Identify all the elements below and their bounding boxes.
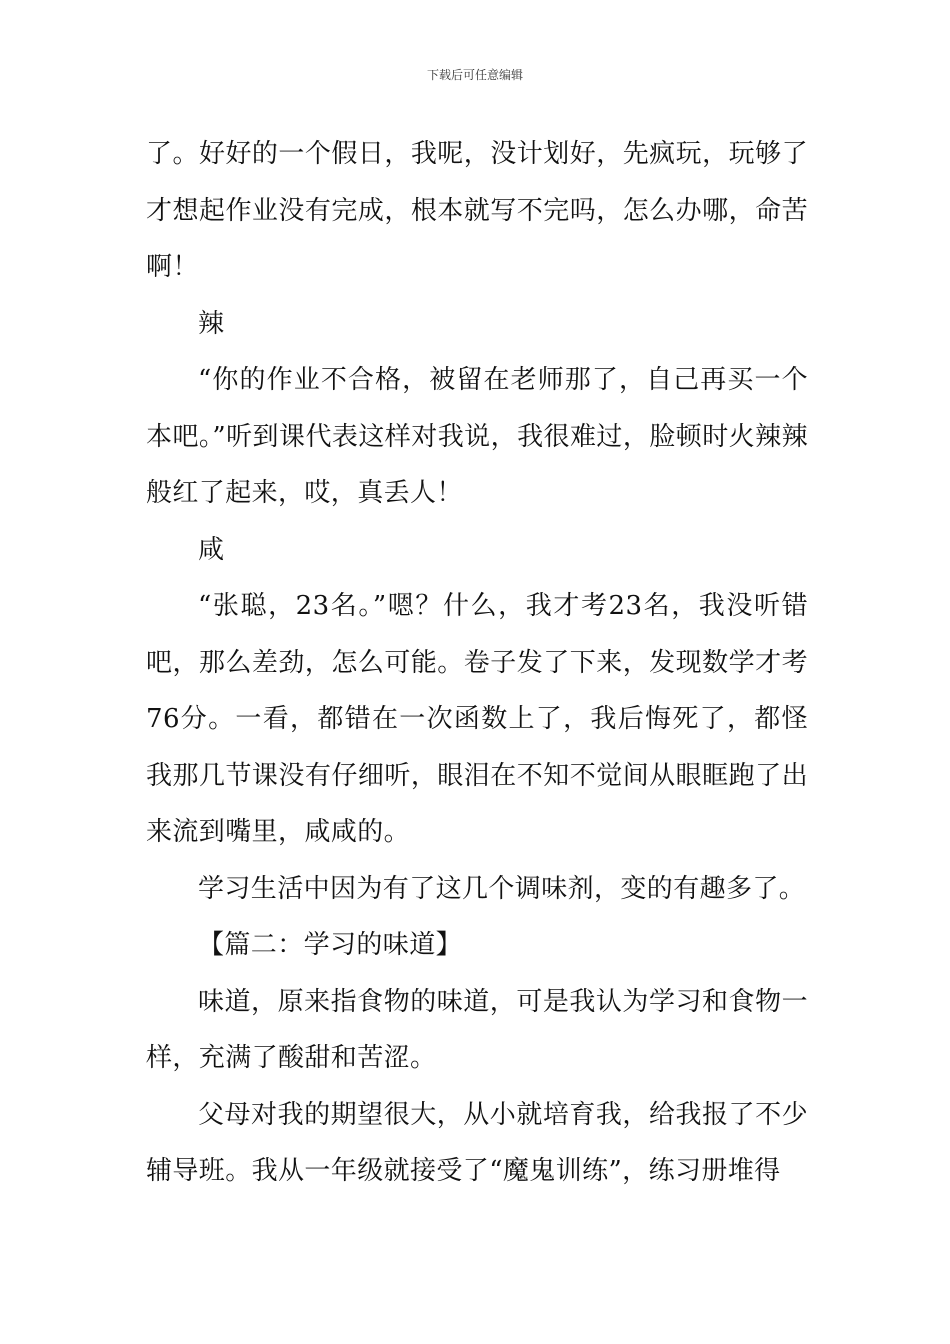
paragraph-5: “张聪，23名。”嗯？什么，我才考23名，我没听错吧，那么差劲，怎么可能。卷子发了下来，发现数学才考76分。一看，都错在一次函数上了，我后悔死了，都怪我那几节课没有仔细听，眼泪在不知不觉间从眼眶跑了出来流到嘴里，咸咸的。 <box>146 591 808 847</box>
paragraph-4-section-label-xian: 咸 <box>198 534 225 565</box>
paragraph-3: “你的作业不合格，被留在老师那了，自己再买一个本吧。”听到课代表这样对我说，我很难过，脸顿时火辣辣般红了起来，哎，真丢人！ <box>146 365 808 508</box>
paragraph-1: 了。好好的一个假日，我呢，没计划好，先疯玩，玩够了才想起作业没有完成，根本就写不完吗，怎么办哪，命苦啊！ <box>146 139 808 282</box>
document-body <box>146 126 808 1200</box>
section-heading-part-two: 【篇二：学习的味道】 <box>198 930 463 960</box>
paragraph-9: 父母对我的期望很大，从小就培育我，给我报了不少辅导班。我从一年级就接受了“魔鬼训练”，练习册堆得 <box>146 1099 808 1186</box>
paragraph-2-section-label-la: 辣 <box>198 308 225 339</box>
page-header: 下载后可任意编辑 <box>426 68 523 82</box>
paragraph-8: 味道，原来指食物的味道，可是我认为学习和食物一样，充满了酸甜和苦涩。 <box>146 986 808 1073</box>
paragraph-6: 学习生活中因为有了这几个调味剂，变的有趣多了。 <box>198 873 806 904</box>
